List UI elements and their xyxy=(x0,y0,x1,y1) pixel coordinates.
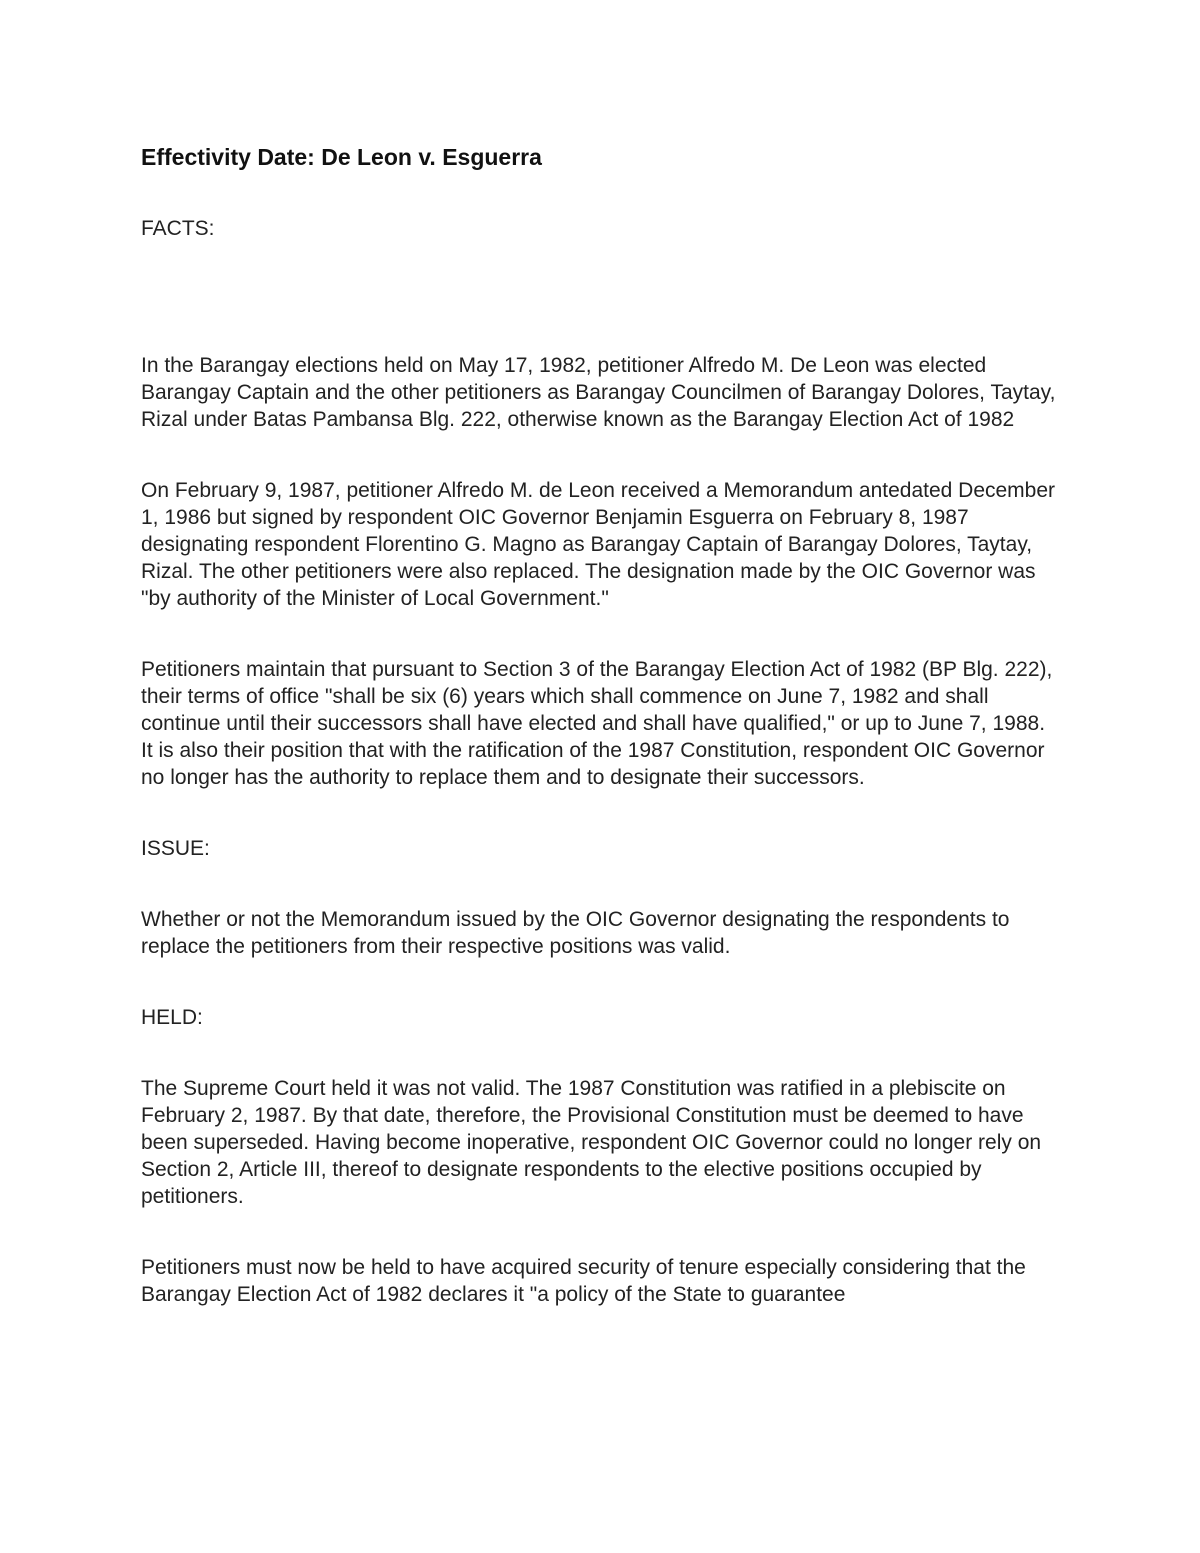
held-heading: HELD: xyxy=(141,1006,203,1029)
facts-paragraph-2: On February 9, 1987, petitioner Alfredo M. de Leon received a Memorandum antedated December 1, 1986 but signed by respondent OIC Governor Benjamin Esguerra on February 8, 1987 designating respondent Florentino G. Magno as Barangay Captain of Barangay Dolores, Taytay, Rizal. The other petitioners were also replaced. The designation made by the OIC Governor was "by authority of the Minister of Local Government." xyxy=(141,479,1056,610)
document-title: Effectivity Date: De Leon v. Esguerra xyxy=(141,144,542,170)
issue-paragraph: Whether or not the Memorandum issued by the OIC Governor designating the respondents to replace the petitioners from their respective positions was valid. xyxy=(141,908,1010,958)
issue-heading: ISSUE: xyxy=(141,837,210,860)
facts-heading: FACTS: xyxy=(141,217,215,240)
document-body xyxy=(141,142,1061,1308)
held-paragraph-2: Petitioners must now be held to have acquired security of tenure especially considering that the Barangay Election Act of 1982 declares it "a policy of the State to guarantee xyxy=(141,1256,1026,1306)
facts-paragraph-3: Petitioners maintain that pursuant to Section 3 of the Barangay Election Act of 1982 (BP Blg. 222), their terms of office "shall be six (6) years which shall commence on June 7, 1982 and shall continue until their successors shall have elected and shall have qualified," or up to June 7, 1988. It is also their position that with the ratification of the 1987 Constitution, respondent OIC Governor no longer has the authority to replace them and to designate their successors. xyxy=(141,658,1053,789)
facts-paragraph-1: In the Barangay elections held on May 17, 1982, petitioner Alfredo M. De Leon was elected Barangay Captain and the other petitioners as Barangay Councilmen of Barangay Dolores, Taytay, Rizal under Batas Pambansa Blg. 222, otherwise known as the Barangay Election Act of 1982 xyxy=(141,354,1056,431)
held-paragraph-1: The Supreme Court held it was not valid. The 1987 Constitution was ratified in a plebiscite on February 2, 1987. By that date, therefore, the Provisional Constitution must be deemed to have been superseded. Having become inoperative, respondent OIC Governor could no longer rely on Section 2, Article III, thereof to designate respondents to the elective positions occupied by petitioners. xyxy=(141,1077,1042,1208)
